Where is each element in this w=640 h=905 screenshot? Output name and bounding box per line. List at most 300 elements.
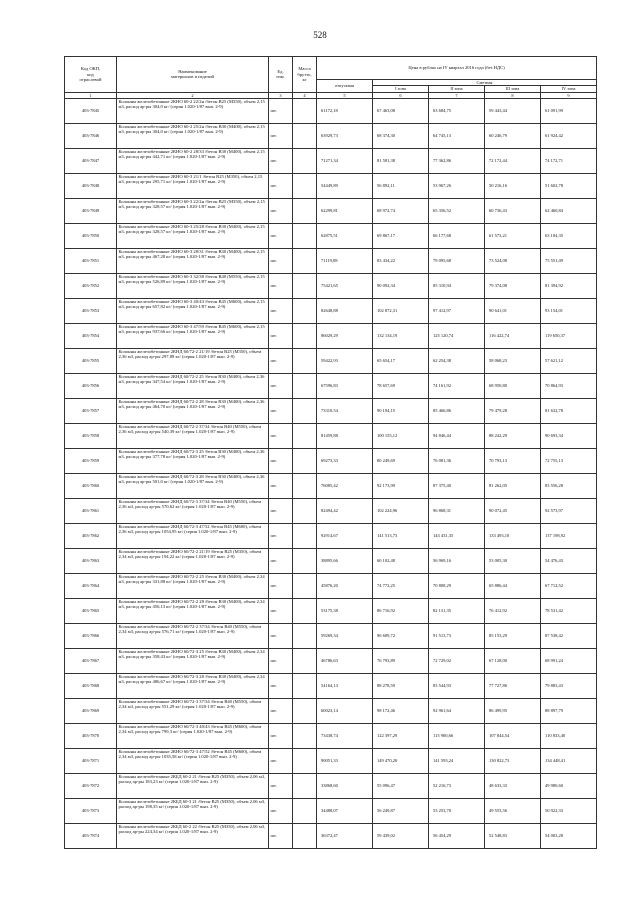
row-name: Колонны железобетонные 2КНО 60/72-2 25 /бетон В30 (М400), объем 2,34 м3, расход ар-ры 331,88 кг/ (серия 1.020-1/87 вып. 2-9) (117, 573, 269, 598)
row-unit: шт. (269, 173, 293, 198)
row-zone4-price: 67 712,52 (541, 573, 597, 598)
row-unit: шт. (269, 673, 293, 698)
row-wholesale-price: 46786,63 (317, 648, 373, 673)
row-mass (293, 698, 317, 723)
row-wholesale-price: 62299,81 (317, 198, 373, 223)
row-zone2-price: 76 081,36 (429, 448, 485, 473)
row-code: 403-7873 (65, 798, 117, 823)
row-wholesale-price: 92914,67 (317, 523, 373, 548)
row-wholesale-price: 54164,13 (317, 673, 373, 698)
row-mass (293, 323, 317, 348)
table-row (65, 148, 597, 173)
row-name: Колонны железобетонные 2КНО 60/72-2 21/19 /бетон В25 (М350), объем 2,34 м3, расход ар-ры 194,22 кг/ (серия 1.020-1/87 вып. 2-9) (117, 548, 269, 573)
row-zone4-price: 63 184,35 (541, 223, 597, 248)
row-code: 403-7845 (65, 98, 117, 123)
table-row (65, 373, 597, 398)
row-zone4-price: 137 198,92 (541, 523, 597, 548)
row-zone3-price: 85 153,29 (485, 623, 541, 648)
row-zone3-price: 48 633,33 (485, 773, 541, 798)
row-wholesale-price: 61172,18 (317, 98, 373, 123)
header-price-title: Цена в рублях на IV квартал 2016 года (без НДС) (317, 57, 597, 80)
table-row (65, 498, 597, 523)
row-wholesale-price: 54449,89 (317, 173, 373, 198)
row-wholesale-price: 71119,08 (317, 248, 373, 273)
row-name: Колонны железобетонные 2КНО 60-3 25/28 /бетон В30 (М400), объем 2,15 м3, расход ар-ры 328,57 кг/ (серия 1.020-1/87 вып. 2-9) (117, 223, 269, 248)
row-unit: шт. (269, 348, 293, 373)
header-name (117, 57, 269, 93)
row-zone2-price: 56 454,29 (429, 823, 485, 848)
header-zone-1: I зона (373, 86, 429, 92)
row-code: 403-7855 (65, 348, 117, 373)
row-wholesale-price: 36372,47 (317, 823, 373, 848)
row-unit: шт. (269, 648, 293, 673)
row-name: Колонны железобетонные 2КНО 60-2 28/33 /бетон В30 (М400), объем 2,15 м3, расход ар-ры 442,71 кг/ (серия 1.020-1/87 вып. 2-9) (117, 148, 269, 173)
row-zone1-price: 96 609,72 (373, 623, 429, 648)
row-zone4-price: 57 621,12 (541, 348, 597, 373)
row-code: 403-7870 (65, 723, 117, 748)
table-row (65, 773, 597, 798)
row-mass (293, 723, 317, 748)
row-code: 403-7851 (65, 248, 117, 273)
row-mass (293, 173, 317, 198)
row-zone3-price: 61 573,21 (485, 223, 541, 248)
row-zone2-price: 125 120,74 (429, 323, 485, 348)
row-code: 403-7868 (65, 673, 117, 698)
row-zone3-price: 72 172,44 (485, 148, 541, 173)
row-zone3-price: 90 072,45 (485, 498, 541, 523)
row-zone2-price: 82 131,35 (429, 598, 485, 623)
page-number: 528 (313, 30, 327, 40)
row-name: Колонны железобетонные 2КНО 60-3 40/43 /бетон В45 (М600), объем 2,15 м3, расход ар-ры 657,82 кг/ (серия 1.020-1/87 вып. 2-9) (117, 298, 269, 323)
row-unit: шт. (269, 98, 293, 123)
row-name: Колонны железобетонные 2КНО 60-3 32/38 /бетон В40 (М550), объем 2,15 м3, расход ар-ры 526,89 кг/ (серия 1.020-1/87 вып. 2-9) (117, 273, 269, 298)
row-unit: шт. (269, 798, 293, 823)
row-zone2-price: 85 310,94 (429, 273, 485, 298)
price-table-body (65, 98, 597, 848)
row-code: 403-7866 (65, 623, 117, 648)
row-name: Колонны железобетонные 2КНД 60/72-2 37/34 /бетон В40 (М550), объем 2,36 м3, расход ар-ры 540,39 кг/ (серия 1.020-1/87 вып. 2-9) (117, 423, 269, 448)
header-mass-line1: Масса (298, 66, 311, 72)
col-index-2: 2 (117, 92, 269, 98)
col-index-8: 8 (485, 92, 541, 98)
row-unit: шт. (269, 198, 293, 223)
row-zone1-price: 90 194,15 (373, 398, 429, 423)
table-row (65, 423, 597, 448)
row-mass (293, 273, 317, 298)
row-name: Колонны железобетонные 2КНО 60-3 21/1 /бетон В25 (М350), объем 2,15 м3, расход ар-ры 295,71 кг/ (серия 1.020-1/87 вып. 2-9) (117, 173, 269, 198)
row-zone4-price: 81 632,78 (541, 398, 597, 423)
row-mass (293, 248, 317, 273)
row-zone4-price: 75 551,49 (541, 248, 597, 273)
header-unit-line1: Ед. (277, 69, 284, 74)
row-name: Колонны железобетонные 2КНО 60-3 22/2н /бетон В25 (М350), объем 2,15 м3, расход ар-ры 328,57 кг/ (серия 1.020-1/87 вып. 2-9) (117, 198, 269, 223)
row-zone3-price: 81 262,05 (485, 473, 541, 498)
table-row (65, 648, 597, 673)
row-zone4-price: 81 394,92 (541, 273, 597, 298)
row-unit: шт. (269, 498, 293, 523)
header-code-line3: отраслевой (79, 76, 102, 82)
row-code: 403-7861 (65, 498, 117, 523)
row-code: 403-7854 (65, 323, 117, 348)
header-code-line1: Код ОКП, (80, 66, 101, 72)
row-zone4-price: 92 573,97 (541, 498, 597, 523)
table-row (65, 598, 597, 623)
row-wholesale-price: 71271,34 (317, 148, 373, 173)
row-code: 403-7860 (65, 473, 117, 498)
row-zone3-price: 50 216,16 (485, 173, 541, 198)
table-row (65, 523, 597, 548)
table-row (65, 673, 597, 698)
row-zone1-price: 132 134,19 (373, 323, 429, 348)
row-zone2-price: 94 846,44 (429, 423, 485, 448)
row-name: Колонны железобетонные 2КНО 60-3 28/31 /бетон В30 (М400), объем 2,15 м3, расход ар-ры 467,28 кг/ (серия 1.020-1/87 вып. 2-9) (117, 248, 269, 273)
row-unit: шт. (269, 398, 293, 423)
header-name-line2: материалов и изделий (171, 74, 214, 80)
row-wholesale-price: 34488,07 (317, 798, 373, 823)
row-zone1-price: 81 581,38 (373, 148, 429, 173)
row-mass (293, 348, 317, 373)
table-row (65, 823, 597, 848)
row-zone4-price: 54 476,43 (541, 548, 597, 573)
table-row (65, 198, 597, 223)
row-name: Колонны железобетонные 2КБД 60-3 21 /бетон В25 (М350), объем 2,06 м3, расход ар-ры 198,35 кг/ (серия 1.020-1/87 вып. 2-9) (117, 798, 269, 823)
row-code: 403-7846 (65, 123, 117, 148)
row-wholesale-price: 69273,33 (317, 448, 373, 473)
table-row (65, 348, 597, 373)
row-code: 403-7858 (65, 423, 117, 448)
row-zone4-price: 72 755,13 (541, 448, 597, 473)
header-mass-line2: брутто, (297, 71, 312, 77)
row-mass (293, 223, 317, 248)
col-index-4: 4 (293, 92, 317, 98)
row-mass (293, 423, 317, 448)
header-mass-line3: кг (302, 76, 307, 82)
row-zone1-price: 55 096,47 (373, 773, 429, 798)
row-zone4-price: 78 531,42 (541, 598, 597, 623)
row-zone1-price: 92 173,99 (373, 473, 429, 498)
row-code: 403-7856 (65, 373, 117, 398)
row-code: 403-7849 (65, 198, 117, 223)
row-zone2-price: 77 362,86 (429, 148, 485, 173)
row-unit: шт. (269, 223, 293, 248)
table-row (65, 98, 597, 123)
row-zone4-price: 70 864,93 (541, 373, 597, 398)
row-mass (293, 373, 317, 398)
row-zone1-price: 68 374,30 (373, 123, 429, 148)
row-unit: шт. (269, 748, 293, 773)
row-code: 403-7852 (65, 273, 117, 298)
row-name: Колонны железобетонные 2КНО 60/72-3 40/43 /бетон В45 (М600), объем 2,34 м3, расход ар-ры 799,3 кг/ (серия 1.020-1/87 вып. 2-9) (117, 723, 269, 748)
header-zone-2: II зона (429, 86, 485, 92)
row-zone4-price: 61 091,99 (541, 98, 597, 123)
header-unit (269, 57, 293, 93)
row-mass (293, 398, 317, 423)
row-unit: шт. (269, 698, 293, 723)
row-name: Колонны железобетонные 2КНО 60-2 25/2н /бетон В30 (М400), объем 2,15 м3, расход ар-ры 304,0 кг/ (серия 1.020-1/87 вып. 2-9) (117, 123, 269, 148)
row-wholesale-price: 53175,38 (317, 598, 373, 623)
row-name: Колонны железобетонные 2КНД 60/72-3 47/52 /бетон В45 (М600), объем 2,36 м3, расход ар-ры 1054,95 кг/ (серия 1.020-1/87 вып. 2-9) (117, 523, 269, 548)
row-name: Колонны железобетонные 2КНД 60/72-2 21/19 /бетон В25 (М350), объем 2,36 м3, расход ар-ры 297,88 кг/ (серия 1.020-1/87 вып. 2-9) (117, 348, 269, 373)
row-zone1-price: 122 397,29 (373, 723, 429, 748)
price-table (64, 56, 597, 849)
row-zone3-price: 49 553,56 (485, 798, 541, 823)
price-table-sheet (64, 56, 596, 849)
row-zone4-price: 79 883,43 (541, 673, 597, 698)
header-unit-line2: изм. (276, 74, 285, 80)
row-zone1-price: 76 793,89 (373, 648, 429, 673)
row-zone2-price: 91 513,73 (429, 623, 485, 648)
row-code: 403-7869 (65, 698, 117, 723)
row-zone2-price: 143 431,35 (429, 523, 485, 548)
row-code: 403-7871 (65, 748, 117, 773)
col-index-3: 3 (269, 92, 293, 98)
row-mass (293, 548, 317, 573)
row-zone2-price: 92 961,64 (429, 698, 485, 723)
table-row (65, 448, 597, 473)
row-unit: шт. (269, 148, 293, 173)
row-zone3-price: 58 068,23 (485, 348, 541, 373)
row-zone2-price: 53 967,26 (429, 173, 485, 198)
row-wholesale-price: 67596,83 (317, 373, 373, 398)
row-zone2-price: 52 216,73 (429, 773, 485, 798)
row-unit: шт. (269, 323, 293, 348)
row-zone1-price: 88 278,59 (373, 673, 429, 698)
header-code-line2: код (87, 71, 94, 77)
row-zone1-price: 86 716,92 (373, 598, 429, 623)
row-name: Колонны железобетонные 2КНО 60/72-3 47/52 /бетон В45 (М600), объем 2,34 м3, расход ар-ры 1035,58 кг/ (серия 1.020-1/87 вып. 2-9) (117, 748, 269, 773)
row-mass (293, 123, 317, 148)
row-zone3-price: 76 412,92 (485, 598, 541, 623)
row-unit: шт. (269, 523, 293, 548)
row-wholesale-price: 38895,66 (317, 548, 373, 573)
row-code: 403-7847 (65, 148, 117, 173)
row-zone4-price: 54 003,28 (541, 823, 597, 848)
row-wholesale-price: 62875,51 (317, 223, 373, 248)
table-row (65, 623, 597, 648)
table-row (65, 323, 597, 348)
row-wholesale-price: 73438,74 (317, 723, 373, 748)
row-zone2-price: 79 095,68 (429, 248, 485, 273)
row-wholesale-price: 45876,20 (317, 573, 373, 598)
row-zone4-price: 134 448,41 (541, 748, 597, 773)
row-wholesale-price: 63929,73 (317, 123, 373, 148)
row-code: 403-7872 (65, 773, 117, 798)
row-wholesale-price: 82494,42 (317, 498, 373, 523)
table-row (65, 573, 597, 598)
row-mass (293, 448, 317, 473)
row-zone2-price: 72 729,02 (429, 648, 485, 673)
row-zone4-price: 88 897,79 (541, 698, 597, 723)
row-zone2-price: 56 969,16 (429, 548, 485, 573)
row-wholesale-price: 75421,65 (317, 273, 373, 298)
row-name: Колонны железобетонные 2КБД 60-2 21 /бетон В25 (М350), объем 2,06 м3, расход ар-ры 183,23 кг/ (серия 1.020-1/87 вып. 2-9) (117, 773, 269, 798)
row-zone2-price: 96 868,31 (429, 498, 485, 523)
table-row (65, 748, 597, 773)
col-index-1: 1 (65, 92, 117, 98)
row-zone4-price: 119 650,37 (541, 323, 597, 348)
row-unit: шт. (269, 123, 293, 148)
table-row (65, 548, 597, 573)
row-code: 403-7874 (65, 823, 117, 848)
row-wholesale-price: 82648,88 (317, 298, 373, 323)
row-unit: шт. (269, 298, 293, 323)
row-wholesale-price: 81459,88 (317, 423, 373, 448)
row-code: 403-7864 (65, 573, 117, 598)
row-code: 403-7857 (65, 398, 117, 423)
row-zone2-price: 115 900,66 (429, 723, 485, 748)
table-row (65, 398, 597, 423)
row-zone3-price: 60 246,79 (485, 123, 541, 148)
col-index-7: 7 (429, 92, 485, 98)
row-zone4-price: 61 924,42 (541, 123, 597, 148)
table-row (65, 273, 597, 298)
row-zone1-price: 68 972,74 (373, 198, 429, 223)
row-name: Колонны железобетонные 2КНД 60/72-2 28 /бетон В30 (М400), объем 2,36 м3, расход ар-ры 464,70 кг/ (серия 1.020-1/87 вып. 2-9) (117, 398, 269, 423)
row-unit: шт. (269, 423, 293, 448)
row-unit: шт. (269, 248, 293, 273)
row-unit: шт. (269, 373, 293, 398)
row-code: 403-7848 (65, 173, 117, 198)
row-mass (293, 148, 317, 173)
row-code: 403-7867 (65, 648, 117, 673)
row-name: Колонны железобетонные 2КНД 60/72-2 25 /бетон В30 (М400), объем 2,36 м3, расход ар-ры 347,54 кг/ (серия 1.020-1/87 вып. 2-9) (117, 373, 269, 398)
row-unit: шт. (269, 448, 293, 473)
table-row (65, 123, 597, 148)
table-row (65, 298, 597, 323)
row-zone2-price: 62 254,38 (429, 348, 485, 373)
row-code: 403-7863 (65, 548, 117, 573)
row-zone1-price: 56 892,11 (373, 173, 429, 198)
row-zone3-price: 116 422,74 (485, 323, 541, 348)
row-name: Колонны железобетонные 2КНО 60-2 22/2н /бетон В25 (М350), объем 2,15 м3, расход ар-ры 304,0 кг/ (серия 1.020-1/87 вып. 2-9) (117, 98, 269, 123)
row-zone4-price: 68 991,24 (541, 648, 597, 673)
row-mass (293, 523, 317, 548)
row-zone3-price: 67 128,00 (485, 648, 541, 673)
table-row (65, 248, 597, 273)
row-zone2-price: 85 466,86 (429, 398, 485, 423)
row-mass (293, 773, 317, 798)
row-zone4-price: 50 922,33 (541, 798, 597, 823)
row-zone4-price: 110 833,40 (541, 723, 597, 748)
row-code: 403-7859 (65, 448, 117, 473)
row-unit: шт. (269, 473, 293, 498)
row-zone3-price: 133 493,10 (485, 523, 541, 548)
row-name: Колонны железобетонные 2КНО 60/72-2 37/34 /бетон В40 (М550), объем 2,34 м3, расход ар-ры 576,71 кг/ (серия 1.020-1/87 вып. 2-9) (117, 623, 269, 648)
row-zone3-price: 130 822,73 (485, 748, 541, 773)
row-mass (293, 798, 317, 823)
row-zone3-price: 86 499,95 (485, 698, 541, 723)
row-zone3-price: 65 886,44 (485, 573, 541, 598)
header-mass (293, 57, 317, 93)
header-smetnaya: Сметная (373, 80, 597, 86)
col-index-6: 6 (373, 92, 429, 98)
row-zone3-price: 60 736,43 (485, 198, 541, 223)
row-zone1-price: 102 872,31 (373, 298, 429, 323)
row-wholesale-price: 33868,60 (317, 773, 373, 798)
row-code: 403-7853 (65, 298, 117, 323)
row-zone3-price: 73 524,08 (485, 248, 541, 273)
row-mass (293, 198, 317, 223)
row-zone4-price: 83 556,28 (541, 473, 597, 498)
row-zone1-price: 74 772,25 (373, 573, 429, 598)
row-zone3-price: 53 005,30 (485, 548, 541, 573)
col-index-5: 5 (317, 92, 373, 98)
row-unit: шт. (269, 598, 293, 623)
row-mass (293, 573, 317, 598)
header-zone-4: IV зона (541, 86, 597, 92)
row-zone3-price: 70 793,13 (485, 448, 541, 473)
row-zone3-price: 59 443,44 (485, 98, 541, 123)
row-mass (293, 473, 317, 498)
row-wholesale-price: 59422,93 (317, 348, 373, 373)
row-mass (293, 498, 317, 523)
row-zone1-price: 149 470,20 (373, 748, 429, 773)
row-zone1-price: 56 249,87 (373, 798, 429, 823)
row-name: Колонны железобетонные 2КНО 60/72-3 25 /бетон В30 (М400), объем 2,34 м3, расход ар-ры 358,43 кг/ (серия 1.020-1/87 вып. 2-9) (117, 648, 269, 673)
row-zone1-price: 83 434,22 (373, 248, 429, 273)
row-mass (293, 298, 317, 323)
row-zone4-price: 90 693,34 (541, 423, 597, 448)
row-name: Колонны железобетонные 2КНО 60/72-2 28 /бетон В30 (М400), объем 2,34 м3, расход ар-ры 456,13 кг/ (серия 1.020-1/87 вып. 2-9) (117, 598, 269, 623)
col-index-9: 9 (541, 92, 597, 98)
row-wholesale-price: 73310,54 (317, 398, 373, 423)
row-zone1-price: 59 439,02 (373, 823, 429, 848)
row-unit: шт. (269, 273, 293, 298)
table-row (65, 698, 597, 723)
row-code: 403-7865 (65, 598, 117, 623)
row-zone1-price: 67 463,08 (373, 98, 429, 123)
row-zone2-price: 64 745,13 (429, 123, 485, 148)
row-zone1-price: 102 224,96 (373, 498, 429, 523)
row-mass (293, 673, 317, 698)
row-zone3-price: 79 374,08 (485, 273, 541, 298)
row-zone2-price: 53 253,70 (429, 798, 485, 823)
row-zone1-price: 98 172,46 (373, 698, 429, 723)
row-zone4-price: 62 460,84 (541, 198, 597, 223)
row-name: Колонны железобетонные 2КНД 60/72-3 25 /бетон В30 (М400), объем 2,36 м3, расход ар-ры 377,78 кг/ (серия 1.020-1/87 вып. 2-9) (117, 448, 269, 473)
row-wholesale-price: 60023,14 (317, 698, 373, 723)
row-zone2-price: 141 593,24 (429, 748, 485, 773)
row-wholesale-price: 76085,42 (317, 473, 373, 498)
table-row (65, 798, 597, 823)
row-zone2-price: 87 375,40 (429, 473, 485, 498)
row-zone2-price: 66 177,68 (429, 223, 485, 248)
row-zone4-price: 93 154,01 (541, 298, 597, 323)
row-code: 403-7862 (65, 523, 117, 548)
row-mass (293, 648, 317, 673)
row-zone3-price: 77 727,86 (485, 673, 541, 698)
row-zone3-price: 107 844,54 (485, 723, 541, 748)
table-row (65, 223, 597, 248)
header-zone-3: III зона (485, 86, 541, 92)
row-zone1-price: 65 654,17 (373, 348, 429, 373)
row-zone3-price: 79 479,28 (485, 398, 541, 423)
row-zone2-price: 63 684,75 (429, 98, 485, 123)
row-zone1-price: 80 249,69 (373, 448, 429, 473)
row-zone2-price: 65 356,52 (429, 198, 485, 223)
row-name: Колонны железобетонные 2КНО 60/72-3 28 /бетон В30 (М400), объем 2,34 м3, расход ар-ры 486,67 кг/ (серия 1.020-1/87 вып. 2-9) (117, 673, 269, 698)
row-zone3-price: 90 641,01 (485, 298, 541, 323)
row-unit: шт. (269, 773, 293, 798)
header-code (65, 57, 117, 93)
row-unit: шт. (269, 623, 293, 648)
row-zone1-price: 69 867,17 (373, 223, 429, 248)
row-zone4-price: 49 980,60 (541, 773, 597, 798)
row-name: Колонны железобетонные 2КНД 60/72-3 37/34 /бетон В40 (М550), объем 2,36 м3, расход ар-ры 570,62 кг/ (серия 1.020-1/87 вып. 2-9) (117, 498, 269, 523)
row-zone1-price: 100 155,12 (373, 423, 429, 448)
row-unit: шт. (269, 573, 293, 598)
row-zone2-price: 74 161,92 (429, 373, 485, 398)
